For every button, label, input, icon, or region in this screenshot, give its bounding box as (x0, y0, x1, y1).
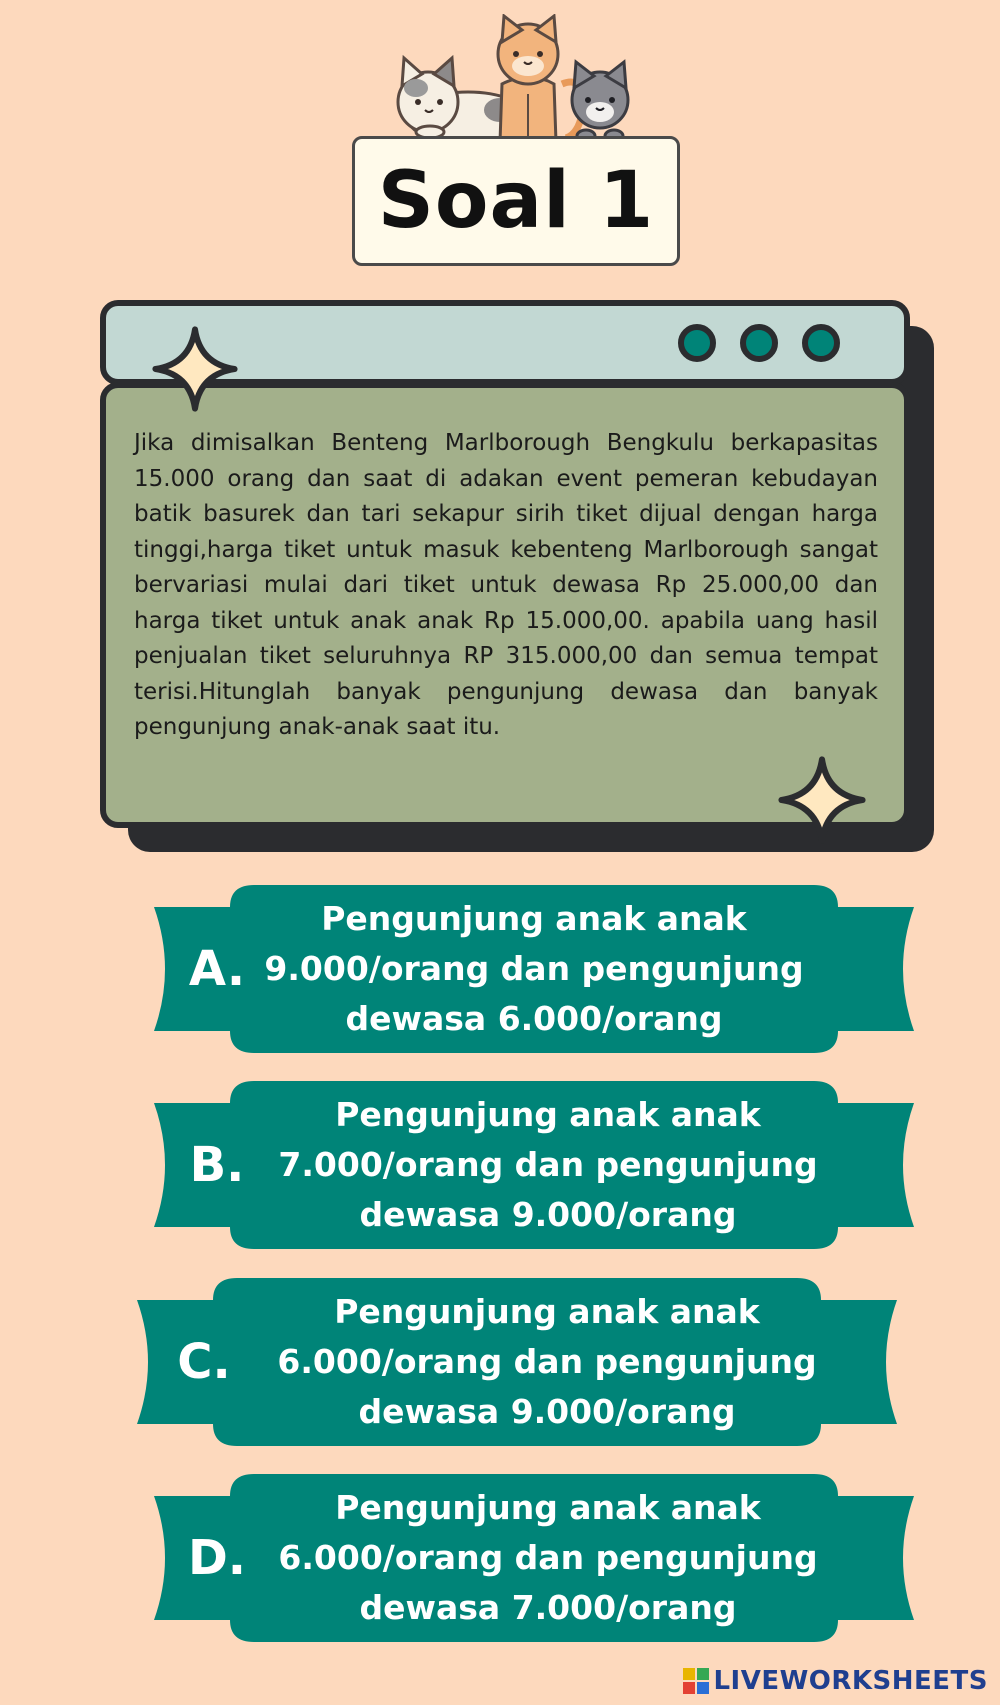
sparkle-bottom-right-icon (778, 756, 866, 844)
option-c-button[interactable] (137, 1278, 897, 1446)
option-a-letter: A. (188, 941, 246, 997)
brand-text: LIVEWORKSHEETS (713, 1666, 988, 1696)
orange-cat (498, 16, 583, 142)
liveworksheets-brand[interactable] (683, 1664, 988, 1698)
sparkle-top-left-icon (152, 326, 238, 412)
window-dot-2 (740, 324, 778, 362)
option-b-text: Pengunjung anak anak 7.000/orang dan pengunjung dewasa 9.000/orang (278, 1095, 818, 1234)
page-title: Soal 1 (377, 156, 655, 246)
option-d-button[interactable] (154, 1474, 914, 1642)
grey-cat (572, 62, 628, 142)
option-c-letter: C. (177, 1334, 231, 1390)
cats-illustration (390, 14, 650, 144)
option-d-letter: D. (187, 1530, 247, 1586)
option-a-text: Pengunjung anak anak 9.000/orang dan pengunjung dewasa 6.000/orang (264, 899, 804, 1038)
option-b-button[interactable] (154, 1081, 914, 1249)
option-b-letter: B. (189, 1137, 245, 1193)
window-dot-3 (802, 324, 840, 362)
title-box (352, 136, 680, 266)
window-dot-1 (678, 324, 716, 362)
question-text: Jika dimisalkan Benteng Marlborough Bengkulu berkapasitas 15.000 orang dan saat di adakan event pemeran kebudayan batik basurek dan tari sekapur sirih tiket dijual dengan harga tinggi,harga tiket untuk masuk kebenteng Marlborough sangat bervariasi mulai dari tiket untuk dewasa Rp 25.000,00 dan harga tiket untuk anak anak Rp 15.000,00. apabila uang hasil penjualan tiket seluruhnya RP 315.000,00 dan semua tempat terisi.Hitunglah banyak pengunjung dewasa dan banyak pengunjung anak-anak saat itu. (134, 430, 878, 740)
liveworksheets-logo-icon (683, 1668, 709, 1694)
option-c-text: Pengunjung anak anak 6.000/orang dan pengunjung dewasa 9.000/orang (277, 1292, 817, 1431)
option-a-button[interactable] (154, 885, 914, 1053)
option-d-text: Pengunjung anak anak 6.000/orang dan pengunjung dewasa 7.000/orang (278, 1488, 818, 1627)
